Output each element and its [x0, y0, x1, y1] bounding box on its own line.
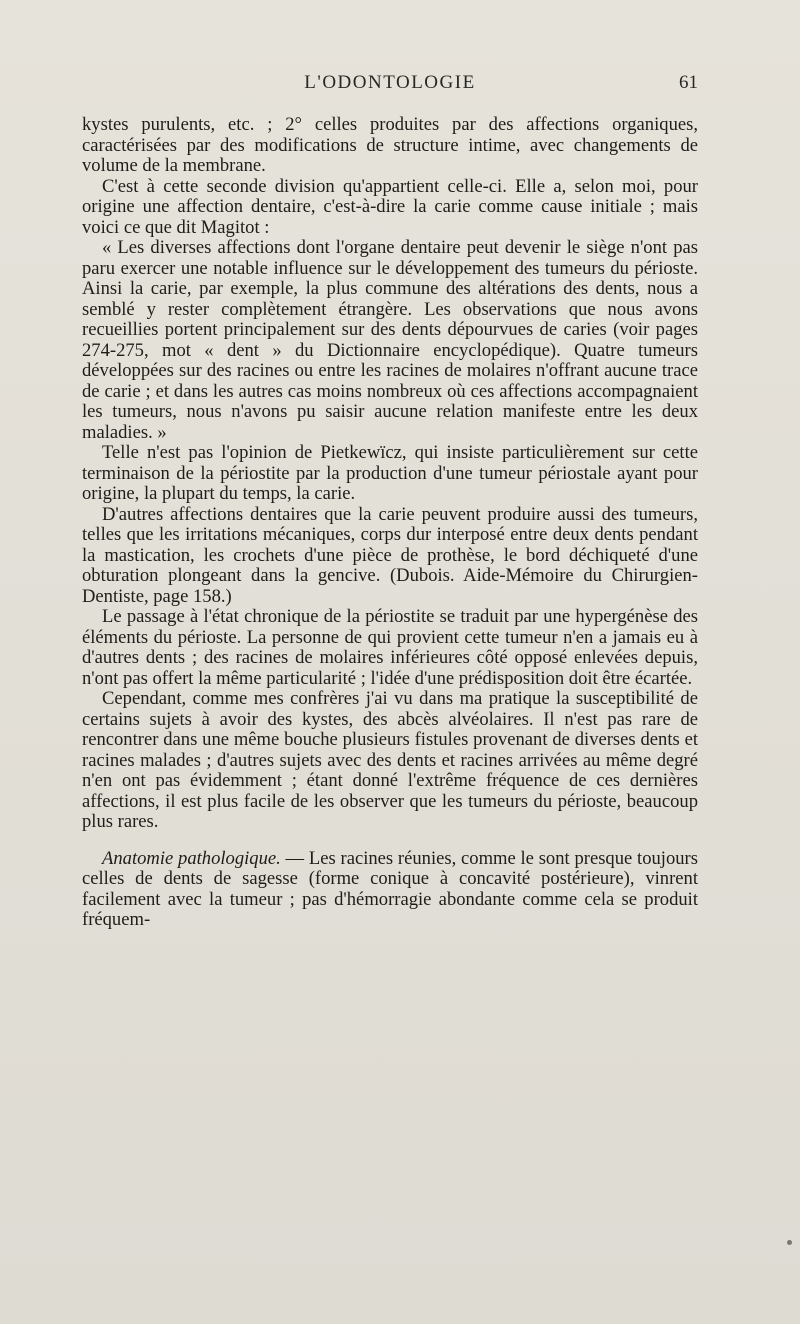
paragraph-anatomie-pathologique [82, 849, 698, 931]
section-text: — Les racines réunies, comme le sont presque toujours celles de dents de sagesse (forme conique à concavité postérieure), vinrent facilement avec la tumeur ; pas d'hémorragie abondante comme cela se produit fréquem- [82, 847, 698, 930]
paper-speck [787, 1240, 792, 1245]
page-number: 61 [679, 72, 698, 93]
paragraph-chronic-state: Le passage à l'état chronique de la périostite se traduit par une hypergénèse des éléments du périoste. La personne de qui provient cette tumeur n'en a jamais eu à d'autres dents ; des racines de molaires inférieures côté opposé enlevées depuis, n'ont pas offert la même particularité ; l'idée d'une prédisposition doit être écartée. [82, 606, 698, 689]
running-title: L'ODONTOLOGIE [304, 72, 476, 93]
section-heading: Anatomie pathologique. [102, 847, 281, 869]
paragraph-pietkewicz: Telle n'est pas l'opinion de Pietkewïcz, qui insiste particulièrement sur cette terminaison de la périostite par la production d'une tumeur périostale ayant pour origine, la plupart du temps, la carie. [82, 442, 698, 504]
paragraph-other-affections: D'autres affections dentaires que la carie peuvent produire aussi des tumeurs, telles que les irritations mécaniques, corps dur interposé entre deux dents pendant la mastication, les crochets d'une pièce de prothèse, le bord déchiqueté d'une obturation plongeant dans la gencive. (Dubois. Aide-Mémoire du Chirurgien-Dentiste, page 158.) [82, 503, 698, 607]
paragraph-magitot-intro: C'est à cette seconde division qu'appartient celle-ci. Elle a, selon moi, pour origine une affection dentaire, c'est-à-dire la carie comme cause initiale ; mais voici ce que dit Magitot : [82, 175, 698, 238]
paragraph-susceptibility: Cependant, comme mes confrères j'ai vu dans ma pratique la susceptibilité de certains sujets à avoir des kystes, des abcès alvéolaires. Il n'est pas rare de rencontrer dans une même bouche plusieurs fistules provenant de diverses dents et racines malades ; d'autres sujets avec des dents et racines arrivées au même degré n'en ont pas évidemment ; étant donné l'extrême fréquence de ces dernières affections, il est plus facile de les observer que les tumeurs du périoste, beaucoup plus rares. [82, 688, 698, 832]
paragraph-continuation: kystes purulents, etc. ; 2° celles produites par des affections organiques, caractérisées par des modifications de structure intime, avec changements de volume de la membrane. [82, 114, 698, 176]
page-header [82, 72, 698, 100]
paragraph-magitot-quote: « Les diverses affections dont l'organe dentaire peut devenir le siège n'ont pas paru exercer une notable influence sur le développement des tumeurs du périoste. Ainsi la carie, par exemple, la plus commune des altérations des dents, nous a semblé y rester complètement étrangère. Les observations que nous avons recueillies portent principalement sur des dents dépourvues de caries (voir pages 274-275, mot « dent » du Dictionnaire encyclopédique). Quatre tumeurs développées sur des racines ou entre les racines de molaires n'offrant aucune trace de carie ; et dans les autres cas moins nombreux où ces affections accompagnaient les tumeurs, nous n'avons pu saisir aucune relation manifeste entre les deux maladies. » [82, 237, 698, 443]
page-body [82, 115, 698, 931]
